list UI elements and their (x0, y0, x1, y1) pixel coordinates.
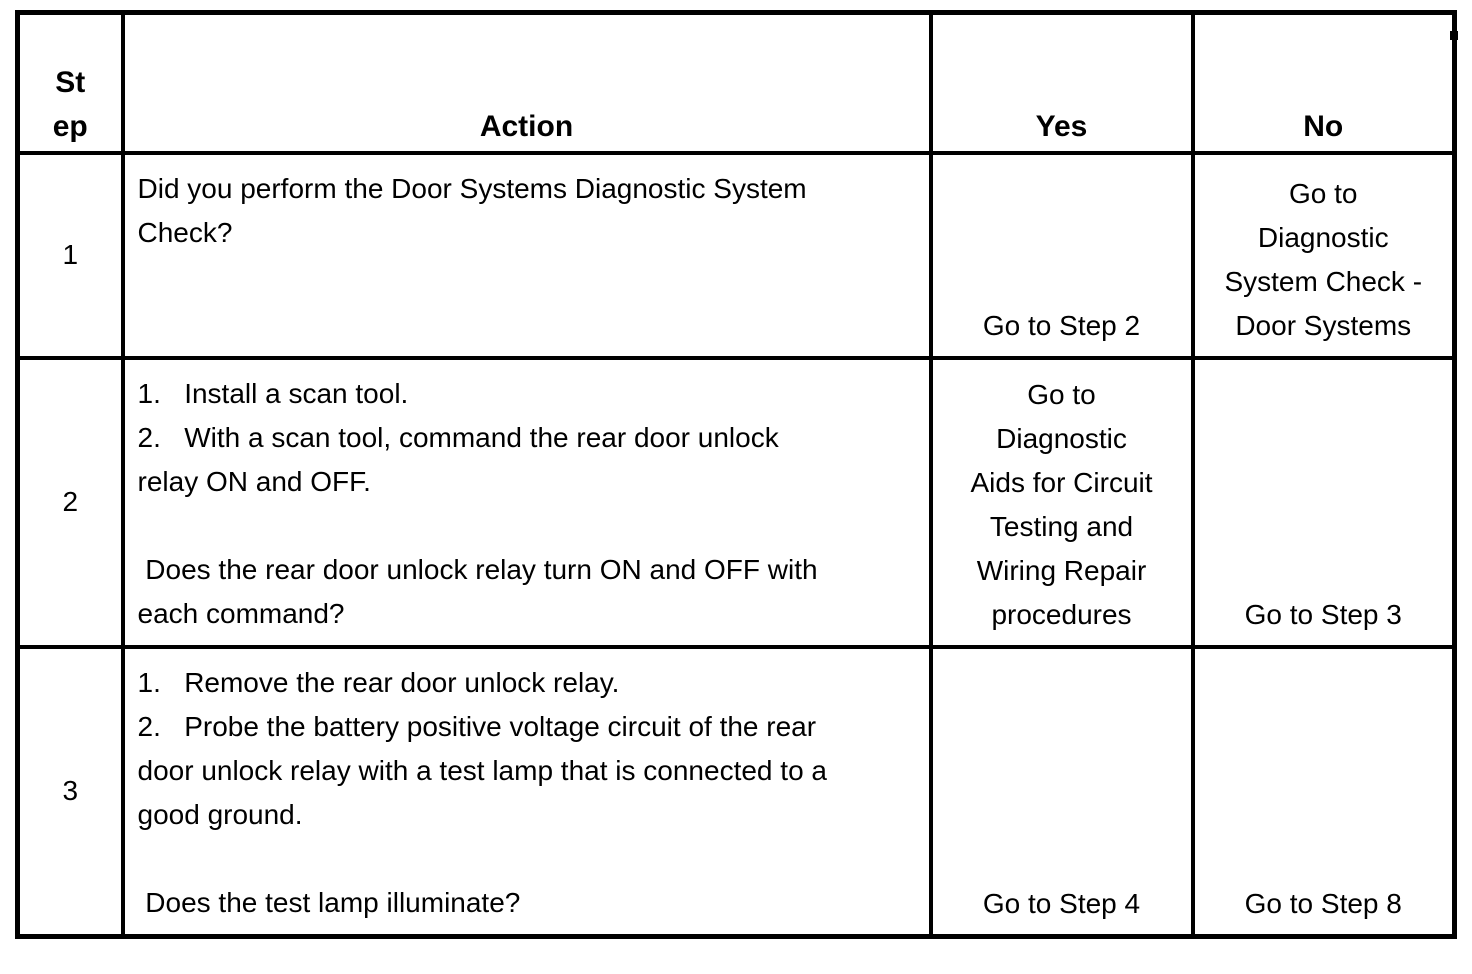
no-cell (1193, 358, 1455, 647)
no-line: Go to Step 8 (1244, 888, 1402, 919)
yes-line: Diagnostic (996, 422, 1127, 454)
no-line: Door Systems (1235, 309, 1412, 341)
header-label-line: No (1303, 109, 1344, 143)
yes-line: Go to Step 2 (982, 309, 1141, 341)
no-line: Go to Step 3 (1244, 598, 1402, 630)
no-cell (1193, 647, 1455, 937)
table-row (18, 153, 1455, 358)
yes-line: Testing and (989, 510, 1134, 542)
step-number: 1 (62, 239, 79, 270)
action-line: each command? (137, 597, 345, 629)
scan-artifact (1450, 31, 1458, 40)
action-line: 1. Remove the rear door unlock relay. (137, 666, 620, 698)
header-label-line: Action (479, 109, 574, 143)
action-line: 1. Install a scan tool. (137, 377, 409, 409)
table-row (18, 358, 1455, 647)
yes-line: Go to (1027, 378, 1096, 410)
action-line: good ground. (137, 798, 303, 830)
step-cell (18, 153, 123, 358)
table-row (18, 647, 1455, 937)
yes-cell (931, 153, 1193, 358)
step-cell (18, 647, 123, 937)
header-step (18, 13, 123, 153)
yes-cell (931, 358, 1193, 647)
action-line: door unlock relay with a test lamp that is connected to a (137, 754, 827, 786)
action-line: 2. Probe the battery positive voltage circuit of the rear (137, 710, 817, 742)
action-line: relay ON and OFF. (137, 465, 371, 497)
diagnostic-table (15, 10, 1457, 939)
step-cell (18, 358, 123, 647)
no-cell (1193, 153, 1455, 358)
action-line (138, 837, 915, 881)
header-yes (931, 13, 1193, 153)
yes-line: Aids for Circuit (970, 466, 1153, 498)
step-number: 3 (62, 775, 79, 807)
header-row (18, 13, 1455, 153)
yes-line: Wiring Repair (976, 554, 1147, 586)
action-line: Does the test lamp illuminate? (137, 886, 521, 918)
yes-cell (931, 647, 1193, 937)
action-line: Does the rear door unlock relay turn ON and OFF with (137, 553, 818, 585)
action-line (138, 504, 915, 548)
header-label-line: Yes (1035, 109, 1088, 143)
header-action (123, 13, 931, 153)
action-line: Did you perform the Door Systems Diagnostic System (137, 172, 807, 204)
yes-line: Go to Step 4 (982, 888, 1141, 919)
header-no (1193, 13, 1455, 153)
action-cell (123, 153, 931, 358)
action-cell (123, 647, 931, 937)
no-line: Go to (1289, 177, 1358, 209)
action-cell (123, 358, 931, 647)
header-label-line: ep (52, 109, 88, 143)
header-label-line: St (55, 65, 86, 99)
action-line: 2. With a scan tool, command the rear door unlock (137, 421, 779, 453)
yes-line: procedures (991, 598, 1132, 630)
no-line: System Check - (1224, 265, 1423, 297)
no-line: Diagnostic (1257, 221, 1389, 253)
step-number: 2 (62, 486, 79, 517)
action-line: Check? (137, 216, 233, 248)
table-body (18, 153, 1455, 937)
